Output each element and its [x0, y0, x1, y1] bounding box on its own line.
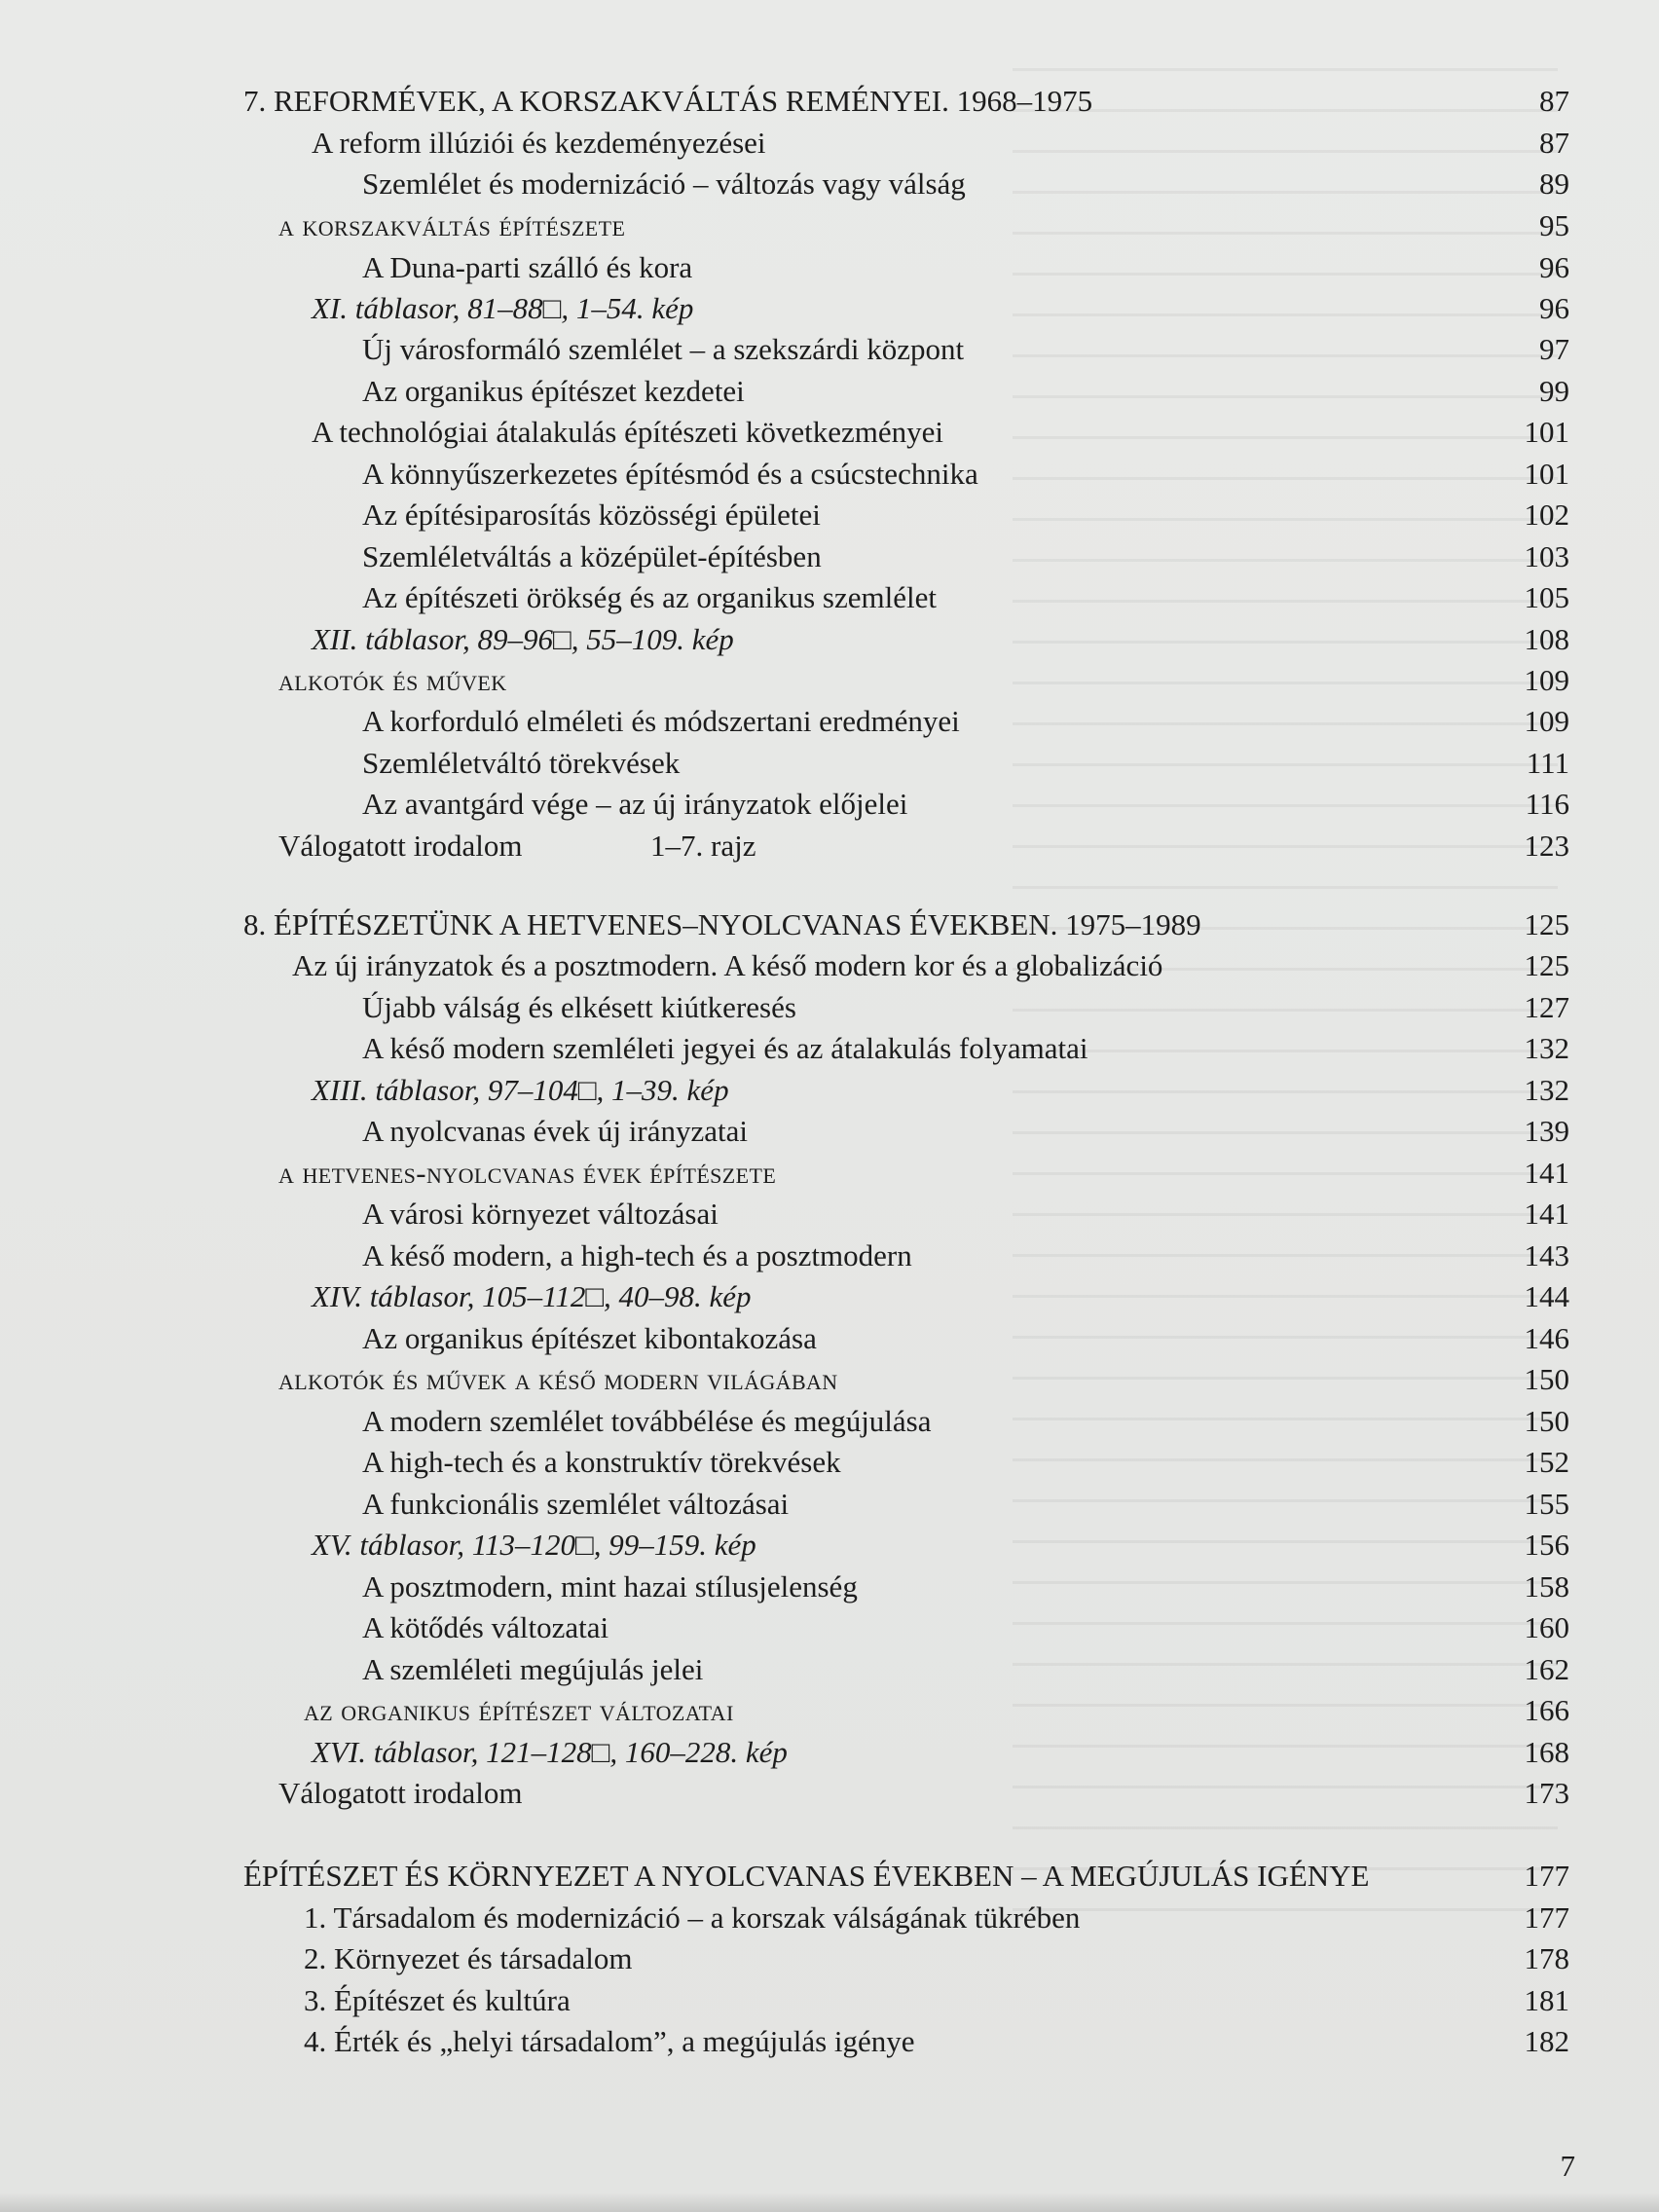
entry-title: 1. Társadalom és modernizáció – a korszak válságának tükrében	[304, 1900, 1081, 1935]
entry-page-number: 116	[1525, 787, 1569, 821]
entry-page-number: 89	[1539, 166, 1569, 201]
toc-entry[interactable]	[0, 743, 1659, 784]
entry-title: Az avantgárd vége – az új irányzatok előjelei	[362, 787, 908, 821]
toc-entry[interactable]	[0, 784, 1659, 825]
entry-title: Az új irányzatok és a posztmodern. A késő modern kor és a globalizáció	[292, 948, 1163, 982]
toc-entry-plate[interactable]	[0, 1732, 1659, 1773]
toc-entry[interactable]	[0, 701, 1659, 742]
toc-entry[interactable]	[0, 536, 1659, 577]
toc-entry-plate[interactable]	[0, 1070, 1659, 1111]
entry-title: A funkcionális szemlélet változásai	[362, 1487, 790, 1521]
entry-title: A szemléleti megújulás jelei	[362, 1652, 704, 1686]
entry-page-number: 125	[1524, 948, 1569, 982]
entry-page-number: 95	[1539, 208, 1569, 242]
entry-page-number: 96	[1539, 250, 1569, 284]
entry-page-number: 97	[1539, 332, 1569, 366]
entry-page-number: 123	[1524, 829, 1569, 863]
toc-entry[interactable]	[0, 1980, 1659, 2021]
toc-entry[interactable]	[0, 454, 1659, 495]
entry-page-number: 102	[1524, 498, 1569, 532]
entry-page-number: 182	[1524, 2024, 1569, 2058]
entry-page-number: 105	[1524, 580, 1569, 614]
toc-entry-plate[interactable]	[0, 1276, 1659, 1317]
entry-title: 3. Építészet és kultúra	[304, 1983, 571, 2017]
entry-page-number: 99	[1539, 374, 1569, 408]
entry-title: alkotók és művek	[278, 663, 507, 697]
entry-title: A könnyűszerkezetes építésmód és a csúcstechnika	[362, 457, 978, 491]
entry-title: XVI. táblasor, 121–128□, 160–228. kép	[312, 1735, 788, 1769]
entry-title: Az organikus építészet kibontakozása	[362, 1321, 817, 1355]
entry-title: A high-tech és a konstruktív törekvések	[362, 1445, 841, 1479]
entry-page-number: 132	[1524, 1073, 1569, 1107]
entry-title: Válogatott irodalom	[278, 1776, 523, 1810]
entry-page-number: 146	[1524, 1321, 1569, 1355]
toc-entry[interactable]	[0, 1442, 1659, 1483]
entry-page-number: 125	[1524, 907, 1569, 941]
toc-entry-section[interactable]	[0, 1359, 1659, 1400]
entry-page-number: 109	[1524, 663, 1569, 697]
entry-title: A nyolcvanas évek új irányzatai	[362, 1114, 748, 1148]
entry-page-number: 132	[1524, 1031, 1569, 1065]
toc-entry[interactable]	[0, 1235, 1659, 1276]
toc-entry[interactable]	[0, 123, 1659, 164]
toc-entry[interactable]	[0, 1401, 1659, 1442]
toc-entry[interactable]	[0, 1649, 1659, 1690]
toc-entry[interactable]	[0, 945, 1659, 986]
toc-entry[interactable]	[0, 164, 1659, 204]
entry-title: A modern szemlélet továbbélése és megújulása	[362, 1404, 932, 1438]
entry-page-number: 150	[1524, 1404, 1569, 1438]
entry-page-number: 101	[1524, 415, 1569, 449]
entry-page-number: 139	[1524, 1114, 1569, 1148]
entry-page-number: 111	[1526, 746, 1569, 780]
toc-entry[interactable]	[0, 1567, 1659, 1607]
entry-page-number: 160	[1524, 1610, 1569, 1644]
entry-title: XII. táblasor, 89–96□, 55–109. kép	[312, 622, 734, 656]
entry-title: 7. REFORMÉVEK, A KORSZAKVÁLTÁS REMÉNYEI. 1968–1975	[243, 84, 1093, 118]
toc-entry[interactable]	[0, 1318, 1659, 1359]
entry-page-number: 177	[1524, 1859, 1569, 1893]
toc-entry[interactable]	[0, 1194, 1659, 1235]
entry-page-number: 173	[1524, 1776, 1569, 1810]
toc-entry-section[interactable]	[0, 1153, 1659, 1194]
entry-page-number: 141	[1524, 1156, 1569, 1190]
toc-entry[interactable]	[0, 247, 1659, 288]
toc-entry[interactable]	[0, 1111, 1659, 1152]
entry-page-number: 150	[1524, 1362, 1569, 1396]
entry-title: Az organikus építészet kezdetei	[362, 374, 745, 408]
entry-title: XV. táblasor, 113–120□, 99–159. kép	[312, 1528, 756, 1562]
toc-entry-section[interactable]	[0, 205, 1659, 246]
entry-title: a hetvenes-nyolcvanas évek építészete	[278, 1156, 777, 1190]
entry-title: XI. táblasor, 81–88□, 1–54. kép	[312, 291, 694, 325]
toc-entry-chapter-8[interactable]	[0, 904, 1659, 945]
entry-title: A Duna-parti szálló és kora	[362, 250, 693, 284]
entry-title: Új városformáló szemlélet – a szekszárdi központ	[362, 332, 965, 366]
entry-title: XIII. táblasor, 97–104□, 1–39. kép	[312, 1073, 729, 1107]
entry-page-number: 141	[1524, 1197, 1569, 1231]
entry-page-number: 177	[1524, 1900, 1569, 1935]
entry-drawings: 1–7. rajz	[650, 829, 756, 863]
toc-entry[interactable]	[0, 495, 1659, 535]
toc-entry[interactable]	[0, 1898, 1659, 1938]
entry-title: Az építészeti örökség és az organikus szemlélet	[362, 580, 937, 614]
toc-entry[interactable]	[0, 412, 1659, 453]
toc-entry[interactable]	[0, 1484, 1659, 1525]
toc-entry[interactable]	[0, 577, 1659, 618]
toc-entry-literature[interactable]	[0, 1773, 1659, 1814]
toc-entry[interactable]	[0, 2021, 1659, 2062]
toc-entry-plate[interactable]	[0, 619, 1659, 660]
entry-page-number: 108	[1524, 622, 1569, 656]
toc-entry-plate[interactable]	[0, 1525, 1659, 1566]
entry-title: XIV. táblasor, 105–112□, 40–98. kép	[312, 1279, 752, 1313]
entry-page-number: 144	[1524, 1279, 1569, 1313]
entry-page-number: 96	[1539, 291, 1569, 325]
entry-page-number: 168	[1524, 1735, 1569, 1769]
toc-entry-section[interactable]	[0, 1690, 1659, 1731]
entry-page-number: 178	[1524, 1941, 1569, 1975]
entry-page-number: 152	[1524, 1445, 1569, 1479]
entry-title: A késő modern szemléleti jegyei és az átalakulás folyamatai	[362, 1031, 1088, 1065]
toc-entry[interactable]	[0, 1607, 1659, 1648]
entry-page-number: 103	[1524, 539, 1569, 573]
toc-entry[interactable]	[0, 1028, 1659, 1069]
entry-title: Újabb válság és elkésett kiútkeresés	[362, 990, 796, 1024]
entry-title: A kötődés változatai	[362, 1610, 609, 1644]
entry-title: 8. ÉPÍTÉSZETÜNK A HETVENES–NYOLCVANAS ÉVEKBEN. 1975–1989	[243, 907, 1201, 941]
entry-title: a korszakváltás építészete	[278, 208, 626, 242]
entry-title: A városi környezet változásai	[362, 1197, 719, 1231]
entry-title: Szemléletváltó törekvések	[362, 746, 681, 780]
entry-title: Szemléletváltás a középület-építésben	[362, 539, 822, 573]
entry-title: ÉPÍTÉSZET ÉS KÖRNYEZET A NYOLCVANAS ÉVEKBEN – A MEGÚJULÁS IGÉNYE	[243, 1859, 1370, 1893]
entry-page-number: 143	[1524, 1238, 1569, 1272]
toc-entry[interactable]	[0, 329, 1659, 370]
toc-entry[interactable]	[0, 1938, 1659, 1979]
page-edge-shadow	[0, 2193, 1659, 2212]
entry-title: Szemlélet és modernizáció – változás vagy válság	[362, 166, 966, 201]
entry-page-number: 181	[1524, 1983, 1569, 2017]
entry-page-number: 87	[1539, 126, 1569, 160]
entry-title: Válogatott irodalom	[278, 829, 523, 863]
entry-title: A posztmodern, mint hazai stílusjelenség	[362, 1569, 858, 1604]
entry-title: A technológiai átalakulás építészeti következményei	[312, 415, 944, 449]
entry-title: Az építésiparosítás közösségi épületei	[362, 498, 821, 532]
toc-entry[interactable]	[0, 987, 1659, 1028]
entry-page-number: 166	[1524, 1693, 1569, 1727]
entry-title: az organikus építészet változatai	[304, 1693, 734, 1727]
toc-entry[interactable]	[0, 371, 1659, 412]
entry-title: A korforduló elméleti és módszertani eredményei	[362, 704, 960, 738]
entry-page-number: 87	[1539, 84, 1569, 118]
entry-page-number: 158	[1524, 1569, 1569, 1604]
toc-entry-section[interactable]	[0, 660, 1659, 701]
entry-title: alkotók és művek a késő modern világában	[278, 1362, 838, 1396]
entry-page-number: 109	[1524, 704, 1569, 738]
entry-page-number: 155	[1524, 1487, 1569, 1521]
entry-title: A reform illúziói és kezdeményezései	[312, 126, 766, 160]
toc-entry-plate[interactable]	[0, 288, 1659, 329]
toc-entry-chapter-7[interactable]	[0, 81, 1659, 122]
toc-entry-chapter-environment[interactable]	[0, 1856, 1659, 1897]
entry-page-number: 101	[1524, 457, 1569, 491]
page-folio-number: 7	[1560, 2149, 1575, 2183]
entry-page-number: 156	[1524, 1528, 1569, 1562]
entry-title: A késő modern, a high-tech és a posztmodern	[362, 1238, 912, 1272]
entry-title: 4. Érték és „helyi társadalom”, a megújulás igénye	[304, 2024, 915, 2058]
entry-page-number: 127	[1524, 990, 1569, 1024]
toc-entry-literature[interactable]	[0, 826, 1659, 866]
entry-page-number: 162	[1524, 1652, 1569, 1686]
entry-title: 2. Környezet és társadalom	[304, 1941, 633, 1975]
